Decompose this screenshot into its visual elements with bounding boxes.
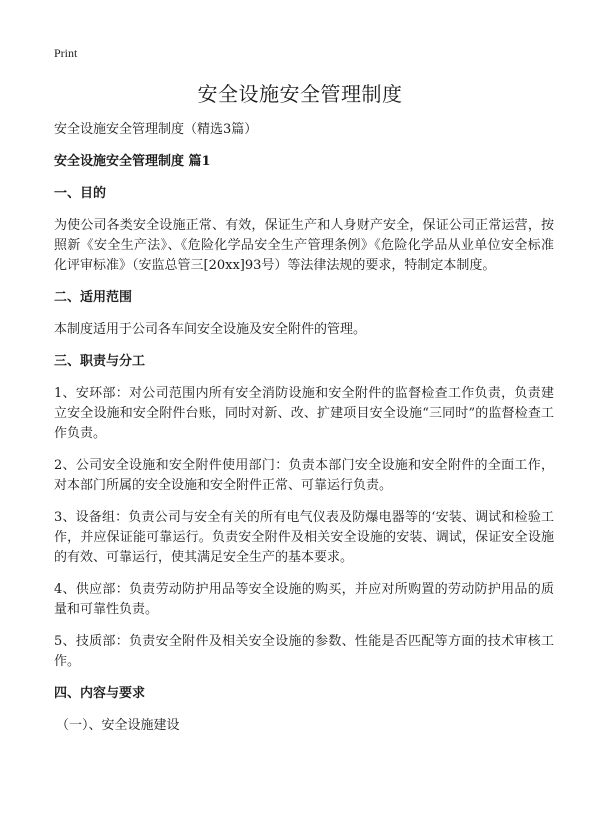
section-heading-purpose: 一、目的 bbox=[54, 186, 107, 201]
article-heading: 安全设施安全管理制度 篇1 bbox=[54, 154, 211, 169]
paragraph-responsibility-5: 5、技质部：负责安全附件及相关安全设施的参数、性能是否匹配等方面的技术审核工作。 bbox=[54, 634, 554, 669]
paragraph-responsibility-1: 1、安环部：对公司范围内所有安全消防设施和安全附件的监督检查工作负责，负责建立安全设施和安全附件台账，同时对新、改、扩建项目安全设施“三同时”的监督检查工作负责。 bbox=[54, 386, 554, 441]
section-heading-scope: 二、适用范围 bbox=[54, 290, 133, 305]
subsection-heading: （一）、安全设施建设 bbox=[56, 718, 180, 733]
paragraph-scope: 本制度适用于公司各车间安全设施及安全附件的管理。 bbox=[54, 322, 367, 337]
paragraph-purpose: 为使公司各类安全设施正常、有效，保证生产和人身财产安全，保证公司正常运营，按照新《安全生产法》、《危险化学品安全生产管理条例》《危险化学品从业单位安全标准化评审标准》（安监总管三[20xx]93号）等法律法规的要求，特制定本制度。 bbox=[54, 218, 554, 273]
section-heading-requirements: 四、内容与要求 bbox=[54, 686, 146, 701]
document-title: 安全设施安全管理制度 bbox=[197, 82, 403, 106]
section-heading-responsibilities: 三、职责与分工 bbox=[54, 354, 146, 369]
document-subtitle: 安全设施安全管理制度（精选3篇） bbox=[54, 122, 258, 137]
paragraph-responsibility-2: 2、公司安全设施和安全附件使用部门：负责本部门安全设施和安全附件的全面工作，对本部门所属的安全设施和安全附件正常、可靠运行负责。 bbox=[54, 458, 554, 493]
document-body bbox=[54, 120, 554, 736]
paragraph-responsibility-3: 3、设备组：负责公司与安全有关的所有电气仪表及防爆电器等的‘安装、调试和检验工作，并应保证能可靠运行。负责安全附件及相关安全设施的安装、调试，保证安全设施的有效、可靠运行，使其满足安全生产的基本要求。 bbox=[54, 510, 554, 565]
paragraph-responsibility-4: 4、供应部：负责劳动防护用品等安全设施的购买，并应对所购置的劳动防护用品的质量和可靠性负责。 bbox=[54, 582, 554, 617]
print-label: Print bbox=[54, 46, 78, 60]
